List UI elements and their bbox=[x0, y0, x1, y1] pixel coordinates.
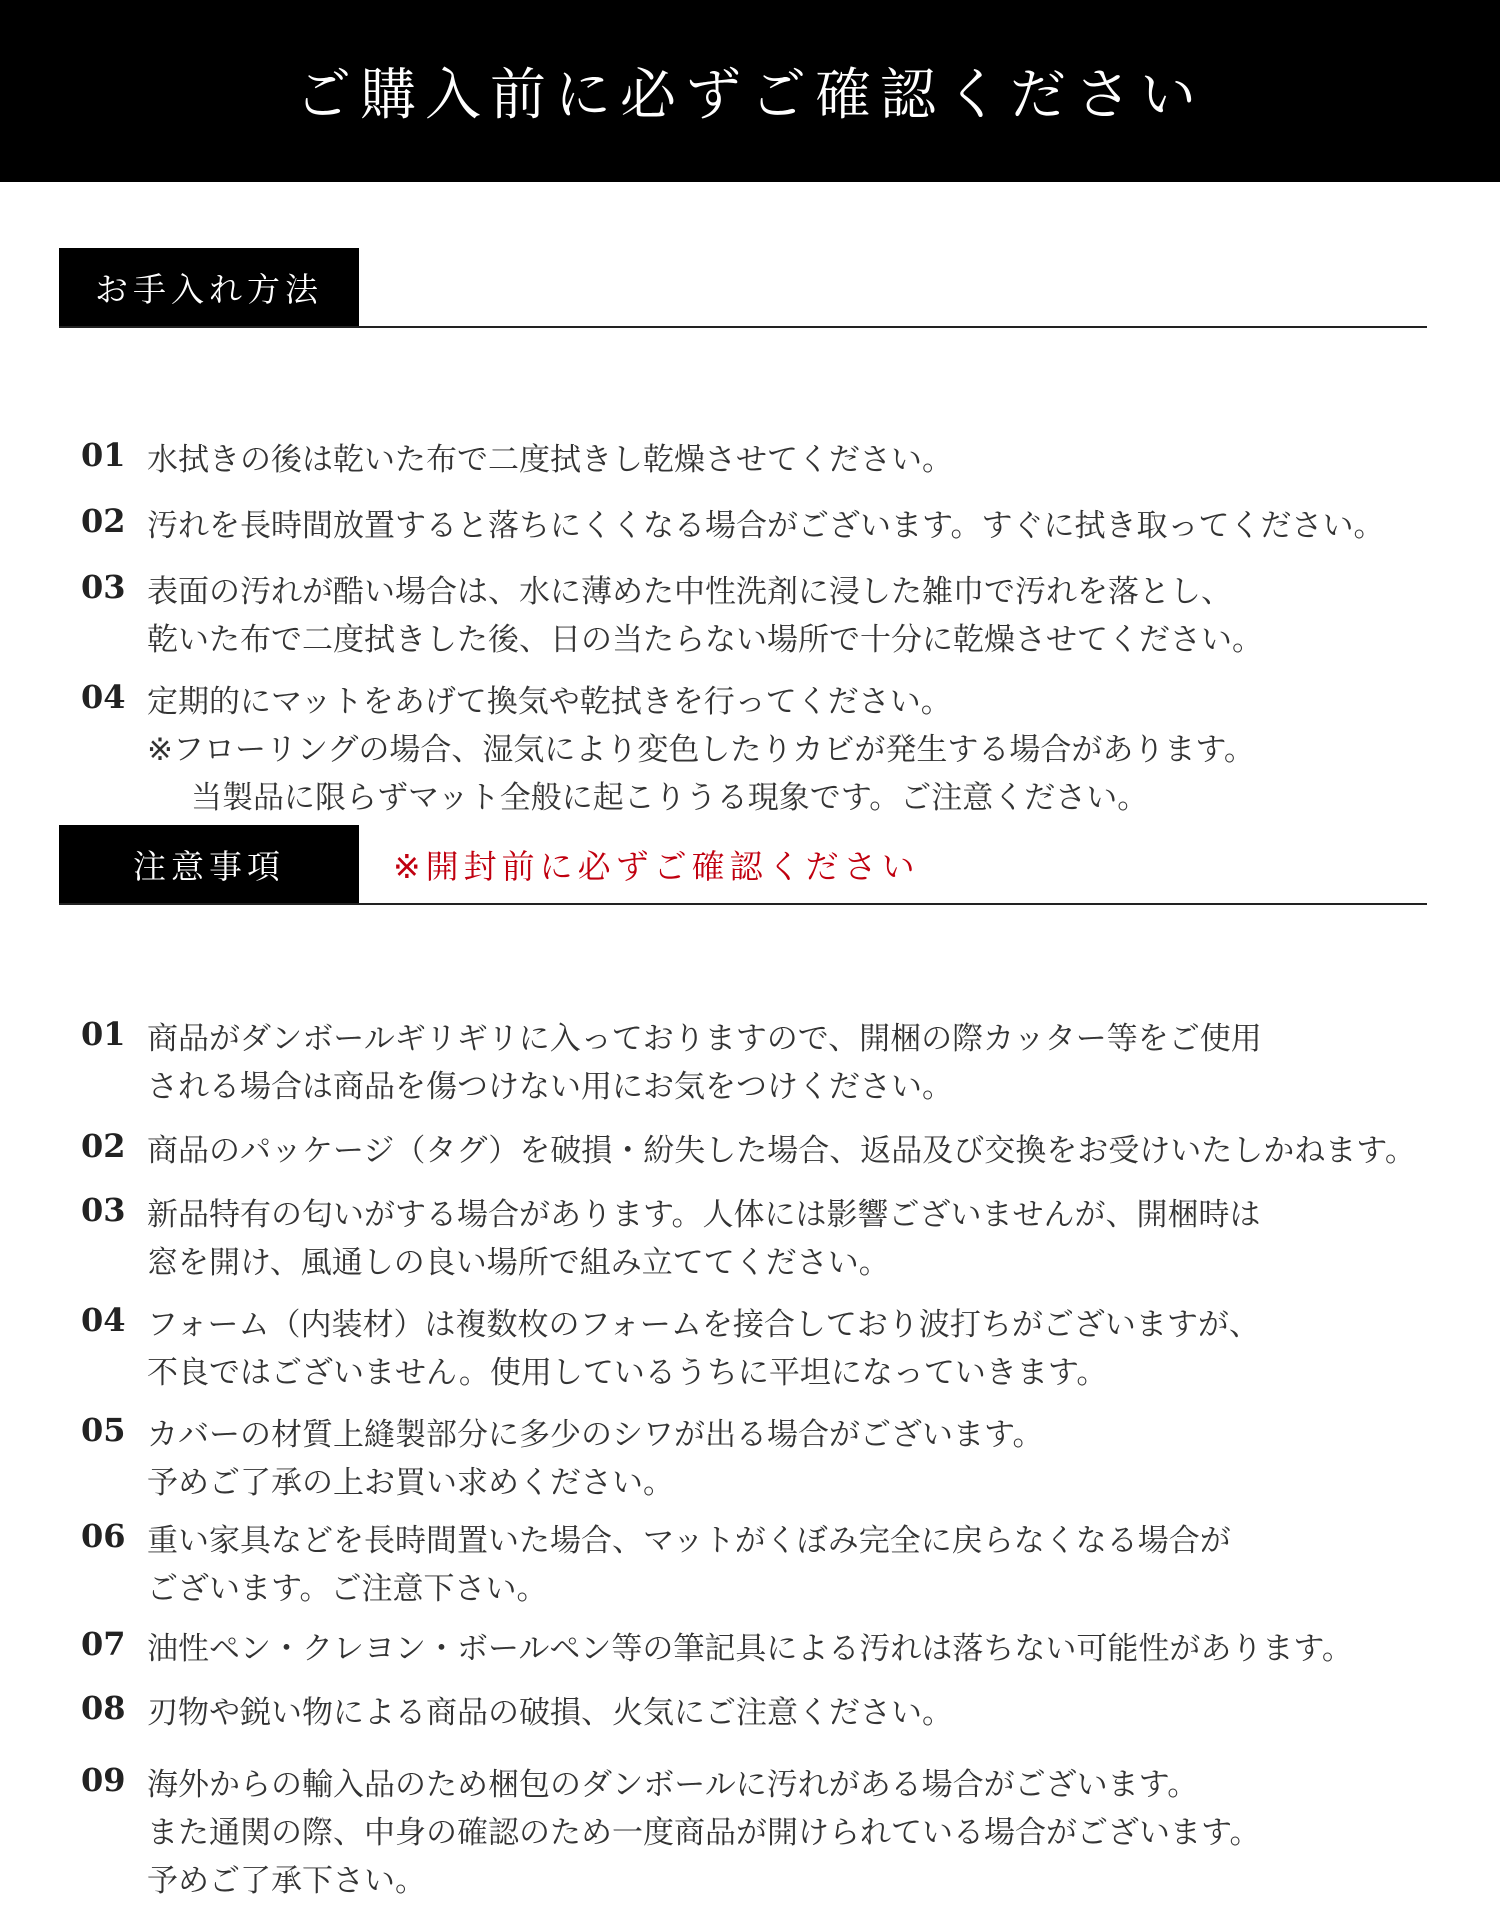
item-text: 油性ペン・クレヨン・ボールペン等の筆記具による汚れは落ちない可能性があります。 bbox=[147, 1631, 1353, 1667]
item-text: 新品特有の匂いがする場合があります。人体には影響ございませんが、開梱時は bbox=[147, 1197, 1261, 1233]
item-text: 水拭きの後は乾いた布で二度拭きし乾燥させてください。 bbox=[147, 442, 953, 478]
care-heading: お手入れ方法 bbox=[59, 248, 359, 326]
item-text: 予めご了承下さい。 bbox=[147, 1863, 426, 1899]
notice-item-06 bbox=[59, 1517, 1459, 1613]
item-text: 海外からの輸入品のため梱包のダンボールに汚れがある場合がございます。 bbox=[147, 1767, 1199, 1803]
item-number: 06 bbox=[81, 1517, 126, 1555]
item-text: 乾いた布で二度拭きした後、日の当たらない場所で十分に乾燥させてください。 bbox=[147, 622, 1263, 658]
item-text: フォーム（内装材）は複数枚のフォームを接合しており波打ちがございますが、 bbox=[147, 1307, 1260, 1343]
care-item-01 bbox=[59, 436, 1459, 484]
item-text: 重い家具などを長時間置いた場合、マットがくぼみ完全に戻らなくなる場合が bbox=[147, 1523, 1231, 1559]
item-number: 04 bbox=[81, 1301, 126, 1339]
notice-item-08 bbox=[59, 1689, 1459, 1737]
item-text: 商品がダンボールギリギリに入っておりますので、開梱の際カッター等をご使用 bbox=[147, 1021, 1262, 1057]
item-text: ※フローリングの場合、湿気により変色したりカビが発生する場合があります。 bbox=[147, 732, 1255, 768]
item-text: 定期的にマットをあげて換気や乾拭きを行ってください。 bbox=[147, 684, 952, 720]
notice-heading: 注意事項 bbox=[59, 825, 359, 903]
item-text: カバーの材質上縫製部分に多少のシワが出る場合がございます。 bbox=[147, 1417, 1044, 1453]
item-number: 02 bbox=[81, 1127, 126, 1165]
header-banner bbox=[0, 0, 1500, 182]
item-text: 窓を開け、風通しの良い場所で組み立ててください。 bbox=[147, 1245, 890, 1281]
notice-section-header bbox=[59, 825, 1427, 905]
item-number: 08 bbox=[81, 1689, 126, 1727]
care-item-03 bbox=[59, 568, 1459, 664]
item-number: 02 bbox=[81, 502, 126, 540]
care-section-header bbox=[59, 248, 1427, 328]
item-text: 予めご了承の上お買い求めください。 bbox=[147, 1465, 674, 1501]
care-section bbox=[59, 248, 1427, 816]
item-text: 当製品に限らずマット全般に起こりうる現象です。ご注意ください。 bbox=[191, 780, 1149, 816]
item-text: 不良ではございません。使用しているうちに平坦になっていきます。 bbox=[147, 1355, 1108, 1391]
item-text: ございます。ご注意下さい。 bbox=[147, 1571, 548, 1607]
item-number: 01 bbox=[81, 436, 126, 474]
item-number: 09 bbox=[81, 1761, 126, 1799]
item-text: 商品のパッケージ（タグ）を破損・紛失した場合、返品及び交換をお受けいたしかねます。 bbox=[147, 1133, 1416, 1169]
care-item-02 bbox=[59, 502, 1459, 550]
item-text: また通関の際、中身の確認のため一度商品が開けられている場合がございます。 bbox=[147, 1815, 1261, 1851]
notice-item-03 bbox=[59, 1191, 1459, 1287]
item-number: 01 bbox=[81, 1015, 126, 1053]
item-text: 汚れを長時間放置すると落ちにくくなる場合がございます。すぐに拭き取ってください。 bbox=[147, 508, 1385, 544]
notice-section bbox=[59, 825, 1427, 1899]
notice-item-05 bbox=[59, 1411, 1459, 1507]
notice-item-01 bbox=[59, 1015, 1459, 1111]
notice-warning: ※開封前に必ずご確認ください bbox=[393, 846, 920, 886]
item-number: 07 bbox=[81, 1625, 126, 1663]
item-number: 05 bbox=[81, 1411, 126, 1449]
item-text: される場合は商品を傷つけない用にお気をつけください。 bbox=[147, 1069, 953, 1105]
item-text: 表面の汚れが酷い場合は、水に薄めた中性洗剤に浸した雑巾で汚れを落とし、 bbox=[147, 574, 1232, 610]
notice-item-04 bbox=[59, 1301, 1459, 1397]
item-number: 03 bbox=[81, 1191, 126, 1229]
item-number: 04 bbox=[81, 678, 126, 716]
item-number: 03 bbox=[81, 568, 126, 606]
notice-item-09 bbox=[59, 1761, 1459, 1905]
care-item-04 bbox=[59, 678, 1459, 822]
notice-item-07 bbox=[59, 1625, 1459, 1673]
notice-item-02 bbox=[59, 1127, 1459, 1175]
item-text: 刃物や鋭い物による商品の破損、火気にご注意ください。 bbox=[147, 1695, 953, 1731]
page-title: ご購入前に必ずご確認ください bbox=[295, 63, 1205, 128]
